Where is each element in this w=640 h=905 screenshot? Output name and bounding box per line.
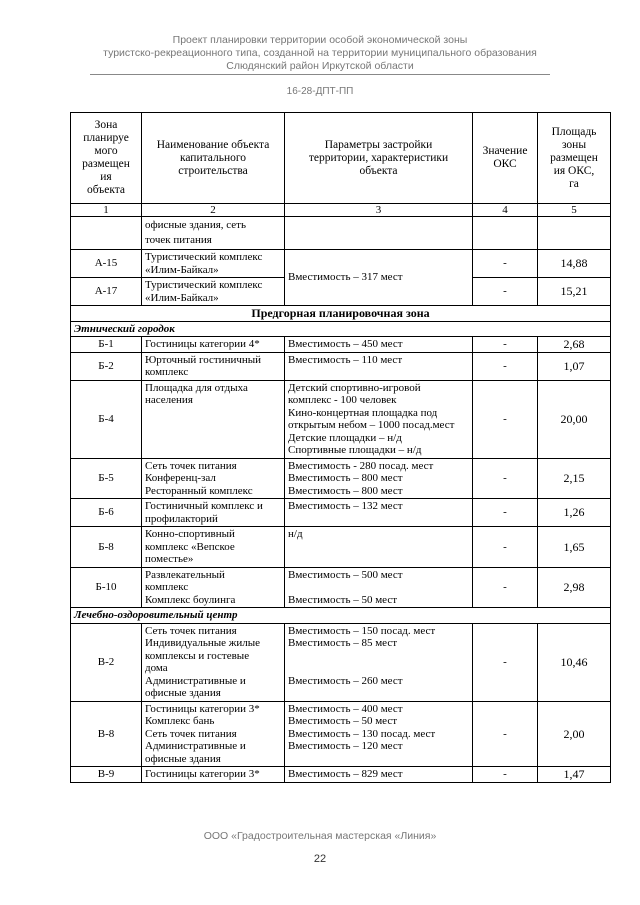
text-line: Юрточный гостиничный <box>145 353 262 366</box>
text-line: Развлекательный <box>145 568 225 581</box>
text-line: зоны <box>561 138 587 151</box>
zone-cell: Б-8 <box>71 527 142 568</box>
zone-cell: В-9 <box>71 767 142 783</box>
subzone-row-1 <box>71 321 611 337</box>
params-cell <box>285 623 473 701</box>
oks-cell <box>473 217 538 250</box>
area-cell: 1,26 <box>538 499 611 527</box>
text-line: поместье» <box>145 553 194 565</box>
column-number: 3 <box>285 204 473 217</box>
text-line: Гостиницы категории 3* <box>145 702 260 715</box>
text-line: Площадка для отдыха <box>145 381 248 394</box>
oks-cell: - <box>473 278 538 306</box>
table-row <box>71 527 611 568</box>
table-row <box>71 567 611 608</box>
text-line: Сеть точек питания <box>145 727 237 740</box>
text-line: строительства <box>178 164 248 177</box>
header-line-2: туристско-рекреационного типа, созданной на территории муниципального образования <box>103 47 537 59</box>
text-line: офисные здания, сеть <box>145 219 246 231</box>
text-line: офисные здания <box>145 752 221 765</box>
oks-cell: - <box>473 352 538 380</box>
text-line: объекта <box>86 184 126 196</box>
text-line: Гостиницы категории 4* <box>145 338 260 350</box>
name-cell <box>142 499 285 527</box>
area-cell: 14,88 <box>538 250 611 278</box>
header-oks <box>473 113 538 204</box>
column-number-row <box>71 204 611 217</box>
params-cell <box>285 701 473 767</box>
table-row <box>71 623 611 701</box>
footer-company: ООО «Градостроительная мастерская «Линия» <box>203 830 437 842</box>
oks-cell: - <box>473 250 538 278</box>
text-line: Конно-спортивный <box>145 528 235 540</box>
header-line-1: Проект планировки территории особой экономической зоны <box>172 34 468 46</box>
text-line: точек питания <box>145 234 212 246</box>
document-code: 16-28-ДПТ-ПП <box>286 86 354 97</box>
oks-cell: - <box>473 701 538 767</box>
document-header <box>0 34 640 73</box>
text-line: га <box>569 177 579 190</box>
text-line: комплекс <box>145 366 189 378</box>
text-line: Значение <box>482 145 528 157</box>
params-cell <box>285 337 473 353</box>
zone-title-row <box>71 306 611 322</box>
oks-cell: - <box>473 499 538 527</box>
subzone-title: Лечебно-оздоровительный центр <box>71 608 611 624</box>
name-cell <box>142 217 285 250</box>
oks-cell: - <box>473 337 538 353</box>
text-line: Площадь <box>551 125 597 138</box>
header-rule <box>90 74 550 75</box>
text-line: офисные здания <box>145 687 221 699</box>
table-row <box>71 352 611 380</box>
zone-cell: А-15 <box>71 250 142 278</box>
text-line: комплекс - 100 человек <box>288 394 397 406</box>
name-cell <box>142 352 285 380</box>
objects-table <box>70 112 611 783</box>
subzone-row-2 <box>71 608 611 624</box>
text-line: Административные и <box>145 740 246 752</box>
text-line: Детский спортивно-игровой <box>288 381 421 394</box>
text-line <box>288 662 469 675</box>
area-cell: 20,00 <box>538 380 611 458</box>
text-line: планируе <box>83 132 129 144</box>
zone-cell: Б-10 <box>71 567 142 608</box>
text-line: комплекс «Вепское <box>145 540 235 553</box>
subzone-title: Этнический городок <box>71 321 611 337</box>
zone-cell: В-8 <box>71 701 142 767</box>
text-line: н/д <box>288 528 303 540</box>
area-cell: 1,07 <box>538 352 611 380</box>
name-cell <box>142 623 285 701</box>
name-cell <box>142 458 285 499</box>
text-line: Вместимость – 800 мест <box>288 472 403 484</box>
text-line: Туристический комплекс <box>145 251 263 263</box>
text-line: Вместимость – 130 посад. мест <box>288 727 436 740</box>
text-line: профилакторий <box>145 512 218 525</box>
continuation-row <box>71 217 611 250</box>
area-cell: 2,00 <box>538 701 611 767</box>
text-line: капитального <box>179 151 247 164</box>
text-line: Детские площадки – н/д <box>288 431 402 444</box>
area-cell: 2,15 <box>538 458 611 499</box>
zone-cell <box>71 217 142 250</box>
text-line: Вместимость – 800 мест <box>288 484 403 497</box>
text-line: ОКС <box>493 158 517 170</box>
name-cell <box>142 337 285 353</box>
column-number: 4 <box>473 204 538 217</box>
header-area <box>538 113 611 204</box>
table-row <box>71 337 611 353</box>
table-row <box>71 701 611 767</box>
name-cell <box>142 767 285 783</box>
text-line: Вместимость – 50 мест <box>288 715 398 727</box>
text-line: Вместимость – 829 мест <box>288 768 403 780</box>
params-cell <box>285 458 473 499</box>
name-cell <box>142 278 285 306</box>
params-cell <box>285 527 473 568</box>
text-line: Спортивные площадки – н/д <box>288 444 422 456</box>
text-line: мого <box>94 145 118 157</box>
text-line: Конференц-зал <box>145 472 216 484</box>
header-name <box>142 113 285 204</box>
params-cell: Вместимость – 317 мест <box>285 250 473 306</box>
params-cell <box>285 499 473 527</box>
area-cell: 2,68 <box>538 337 611 353</box>
text-line: Вместимость – 500 мест <box>288 568 403 581</box>
text-line: размещен <box>82 158 130 170</box>
text-line: объекта <box>359 164 398 177</box>
name-cell <box>142 701 285 767</box>
rows-group-1 <box>71 337 611 608</box>
text-line: Вместимость - 280 посад. мест <box>288 459 434 472</box>
text-line: Наименование объекта <box>156 138 270 151</box>
text-line: комплексы и гостевые <box>145 649 250 662</box>
text-line <box>288 650 469 663</box>
column-number: 2 <box>142 204 285 217</box>
name-cell <box>142 567 285 608</box>
text-line: Вместимость – 50 мест <box>288 593 398 606</box>
text-line <box>288 753 469 766</box>
name-cell <box>142 250 285 278</box>
zone-cell: Б-2 <box>71 352 142 380</box>
rows-group-2 <box>71 623 611 782</box>
text-line: Гостиницы категории 3* <box>145 768 260 780</box>
zone-cell: Б-4 <box>71 380 142 458</box>
text-line: «Илим-Байкал» <box>145 263 219 276</box>
text-line: Кино-концертная площадка под <box>288 406 438 419</box>
text-line: Вместимость – 120 мест <box>288 740 403 752</box>
oks-cell: - <box>473 380 538 458</box>
name-cell <box>142 380 285 458</box>
text-line: Вместимость – 85 мест <box>288 637 398 649</box>
text-line: Параметры застройки <box>324 138 433 151</box>
column-number: 1 <box>71 204 142 217</box>
header-params <box>285 113 473 204</box>
text-line: Зона <box>94 119 118 131</box>
oks-cell: - <box>473 567 538 608</box>
zone-cell: Б-1 <box>71 337 142 353</box>
text-line: ия <box>100 171 112 183</box>
text-line: территории, характеристики <box>308 151 449 164</box>
text-line: «Илим-Байкал» <box>145 291 219 304</box>
text-line: Сеть точек питания <box>145 459 237 472</box>
area-cell: 15,21 <box>538 278 611 306</box>
text-line <box>288 581 469 594</box>
text-line: Комплекс бань <box>145 715 215 727</box>
table-row <box>71 767 611 783</box>
text-line: Комплекс боулинга <box>145 593 236 606</box>
text-line: дома <box>145 662 168 674</box>
text-line: ия ОКС, <box>553 164 595 177</box>
text-line: Ресторанный комплекс <box>145 484 253 497</box>
text-line: Вместимость – 260 мест <box>288 674 403 687</box>
zone-title: Предгорная планировочная зона <box>71 306 611 322</box>
table-row <box>71 499 611 527</box>
area-cell: 1,65 <box>538 527 611 568</box>
params-cell <box>285 352 473 380</box>
params-cell <box>285 567 473 608</box>
text-line: Сеть точек питания <box>145 624 237 637</box>
table-header-row <box>71 113 611 204</box>
text-line: Туристический комплекс <box>145 279 263 291</box>
table-row <box>71 458 611 499</box>
table-row <box>71 380 611 458</box>
text-line: Вместимость – 400 мест <box>288 702 403 715</box>
header-zone <box>71 113 142 204</box>
text-line: Вместимость – 150 посад. мест <box>288 624 436 637</box>
text-line: Вместимость – 132 мест <box>288 500 403 512</box>
text-line: открытым небом – 1000 посад.мест <box>288 419 455 431</box>
header-line-3: Слюдянский район Иркутской области <box>226 60 414 72</box>
area-cell: 10,46 <box>538 623 611 701</box>
text-line: комплекс <box>145 581 189 593</box>
params-cell <box>285 380 473 458</box>
page-number: 22 <box>313 853 327 865</box>
text-line: Индивидуальные жилые <box>145 637 260 649</box>
text-line: населения <box>145 394 193 406</box>
text-line: Административные и <box>145 674 246 687</box>
column-number: 5 <box>538 204 611 217</box>
area-cell <box>538 217 611 250</box>
name-cell <box>142 527 285 568</box>
area-cell: 2,98 <box>538 567 611 608</box>
oks-cell: - <box>473 767 538 783</box>
params-cell <box>285 767 473 783</box>
zone-cell: Б-5 <box>71 458 142 499</box>
text-line: Гостиничный комплекс и <box>145 500 263 512</box>
text-line: Вместимость – 450 мест <box>288 338 403 350</box>
zone-cell: А-17 <box>71 278 142 306</box>
oks-cell: - <box>473 458 538 499</box>
text-line: размещен <box>550 151 598 164</box>
zone-cell: В-2 <box>71 623 142 701</box>
table-row-a15 <box>71 250 611 278</box>
oks-cell: - <box>473 623 538 701</box>
params-cell <box>285 217 473 250</box>
text-line <box>288 687 469 700</box>
text-line: Вместимость – 110 мест <box>288 353 403 366</box>
area-cell: 1,47 <box>538 767 611 783</box>
zone-cell: Б-6 <box>71 499 142 527</box>
oks-cell: - <box>473 527 538 568</box>
